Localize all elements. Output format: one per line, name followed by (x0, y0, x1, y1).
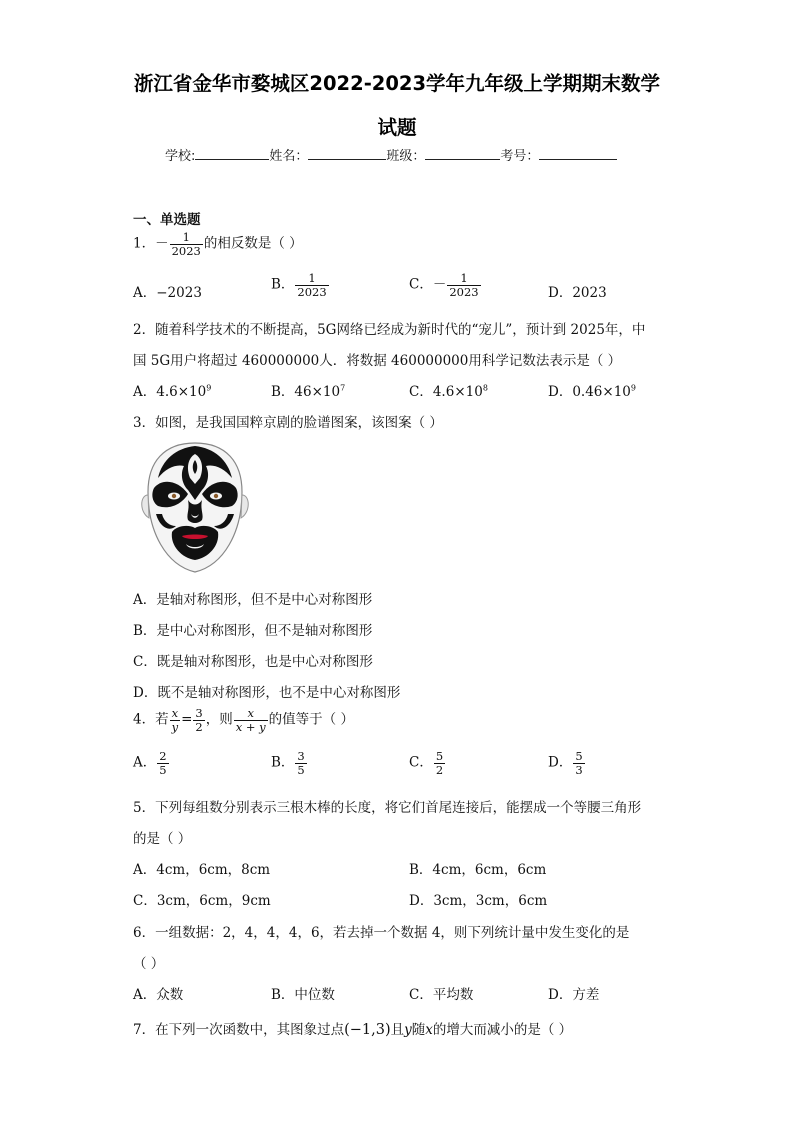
q1-b-den: 2023 (297, 284, 327, 299)
q3-option-d[interactable]: D．既不是轴对称图形，也不是中心对称图形 (133, 685, 401, 701)
q4-d-fraction (573, 750, 584, 776)
q4-d-num: 5 (575, 749, 583, 763)
q6-line1: 6．一组数据：2，4，4，4，6，若去掉一个数据 4，则下列统计量中发生变化的是 (133, 925, 630, 941)
school-label: 学校: (165, 149, 196, 164)
q4-f3-den: x + y (235, 719, 266, 734)
q4-option-a[interactable] (133, 750, 170, 776)
q1-frac-den: 2023 (171, 243, 201, 258)
q1-option-c[interactable] (409, 272, 482, 298)
q1-fraction (170, 231, 203, 257)
q4-equals: = (181, 711, 193, 728)
q7-mid2: 随 (411, 1022, 426, 1038)
q2-d-label: D． (548, 384, 573, 400)
q7-point: (−1,3) (344, 1022, 391, 1038)
q2-c-base: 4.6×10 (432, 384, 483, 400)
q1-b-num: 1 (308, 271, 316, 285)
q6-option-a[interactable]: A．众数 (133, 987, 184, 1003)
q1-c-fraction (447, 272, 480, 298)
q2-a-base: 4.6×10 (156, 384, 207, 400)
q4-c-den: 2 (435, 762, 444, 777)
name-label: 姓名： (269, 149, 309, 164)
q4-b-num: 3 (297, 749, 305, 763)
q1-c-den: 2023 (449, 284, 479, 299)
question-1 (133, 231, 303, 257)
q1-b-label: B． (271, 276, 295, 293)
q4-d-den: 3 (575, 762, 583, 777)
q2-b-exp: 7 (340, 383, 346, 393)
q4-b-fraction (295, 750, 306, 776)
q4-a-label: A． (133, 754, 157, 771)
q3-text: 3．如图，是我国国粹京剧的脸谱图案，该图案（ ） (133, 415, 443, 431)
q1-a-label: A． (133, 285, 157, 301)
q4-fraction-3 (234, 707, 268, 733)
q4-f2-num: 3 (195, 706, 203, 720)
q1-option-d[interactable] (548, 281, 607, 301)
q4-option-b[interactable] (271, 750, 308, 776)
q1-b-fraction (295, 272, 328, 298)
q4-a-num: 2 (159, 749, 167, 763)
q1-option-b[interactable] (271, 272, 330, 298)
q1-c-minus: － (432, 276, 447, 293)
peking-opera-mask-icon (136, 440, 254, 575)
q5-option-d[interactable]: D．3cm，3cm，6cm (409, 893, 548, 909)
q1-option-a[interactable] (133, 281, 202, 301)
question-7 (133, 1018, 572, 1038)
q4-f1-den: y (171, 719, 179, 734)
q1-d-text: 2023 (572, 285, 607, 301)
q1-frac-num: 1 (182, 230, 190, 244)
question-4 (133, 707, 354, 733)
q7-var-y: y (404, 1022, 412, 1038)
q4-mid: ，则 (205, 711, 233, 728)
q5-option-c[interactable]: C．3cm，6cm，9cm (133, 893, 271, 909)
q4-f1-num: x (171, 706, 179, 720)
q5-line1: 5．下列每组数分别表示三根木棒的长度，将它们首尾连接后，能摆成一个等腰三角形 (133, 800, 642, 816)
q1-c-num: 1 (460, 271, 468, 285)
q5-option-b[interactable]: B．4cm，6cm，6cm (409, 862, 547, 878)
q4-suffix: 的值等于（ ） (268, 711, 354, 728)
q2-c-label: C． (409, 384, 433, 400)
q1-minus: － (155, 235, 169, 252)
q1-a-text: −2023 (156, 285, 202, 301)
q5-option-a[interactable]: A．4cm，6cm，8cm (133, 862, 271, 878)
q2-a-label: A． (133, 384, 157, 400)
q4-a-fraction (157, 750, 168, 776)
q6-line2: （ ） (133, 956, 165, 972)
q4-a-den: 5 (159, 762, 167, 777)
q6-option-d[interactable]: D．方差 (548, 987, 600, 1003)
q4-b-den: 5 (297, 762, 305, 777)
q4-fraction-1 (170, 707, 181, 733)
q3-option-b[interactable]: B．是中心对称图形，但不是轴对称图形 (133, 623, 373, 639)
q4-c-num: 5 (435, 749, 444, 763)
q2-b-label: B． (271, 384, 295, 400)
q5-line2: 的是（ ） (133, 831, 192, 847)
q4-option-d[interactable] (548, 750, 586, 776)
q4-prefix: 4．若 (133, 711, 169, 728)
q2-option-d[interactable] (548, 380, 636, 400)
number-label: 考号： (500, 149, 540, 164)
q2-d-base: 0.46×10 (572, 384, 631, 400)
name-field[interactable] (308, 146, 386, 160)
q7-mid: 且 (390, 1022, 405, 1038)
document-title-line1: 浙江省金华市婺城区2022-2023学年九年级上学期期末数学 (133, 72, 661, 95)
class-label: 班级： (386, 149, 426, 164)
section-title: 一、单选题 (133, 212, 201, 228)
q3-option-c[interactable]: C．既是轴对称图形，也是中心对称图形 (133, 654, 373, 670)
q2-option-a[interactable] (133, 380, 211, 400)
number-field[interactable] (539, 146, 617, 160)
class-field[interactable] (425, 146, 500, 160)
q1-number: 1． (133, 235, 156, 252)
q2-a-exp: 9 (206, 383, 212, 393)
q2-b-base: 46×10 (294, 384, 341, 400)
q4-option-c[interactable] (409, 750, 446, 776)
q7-prefix: 7．在下列一次函数中，其图象过点 (133, 1022, 345, 1038)
q7-suffix: 的增大而减小的是（ ） (432, 1022, 573, 1038)
document-title-line2: 试题 (377, 116, 417, 139)
q1-d-label: D． (548, 285, 573, 301)
q2-option-b[interactable] (271, 380, 345, 400)
q2-line1: 2．随着科学技术的不断提高，5G网络已经成为新时代的“宠儿”，预计到 2025年，中 (133, 322, 646, 338)
q4-c-fraction (434, 750, 445, 776)
q1-c-label: C． (409, 276, 433, 293)
q4-f2-den: 2 (195, 719, 203, 734)
q2-c-exp: 8 (482, 383, 488, 393)
q1-text: 的相反数是（ ） (203, 235, 303, 252)
student-info-row (165, 145, 617, 164)
q6-option-b[interactable]: B．中位数 (271, 987, 335, 1003)
school-field[interactable] (195, 146, 269, 160)
q4-c-label: C． (409, 754, 433, 771)
q4-f3-num: x (247, 706, 254, 720)
q4-d-label: D． (548, 754, 573, 771)
q2-line2: 国 5G用户将超过 460000000人．将数据 460000000用科学记数法表示是（ ） (133, 353, 622, 369)
q4-b-label: B． (271, 754, 295, 771)
q6-option-c[interactable]: C．平均数 (409, 987, 474, 1003)
q7-var-x: x (425, 1022, 433, 1038)
q4-fraction-2 (193, 707, 204, 733)
q2-d-exp: 9 (630, 383, 636, 393)
q3-option-a[interactable]: A．是轴对称图形，但不是中心对称图形 (133, 592, 373, 608)
q2-option-c[interactable] (409, 380, 488, 400)
